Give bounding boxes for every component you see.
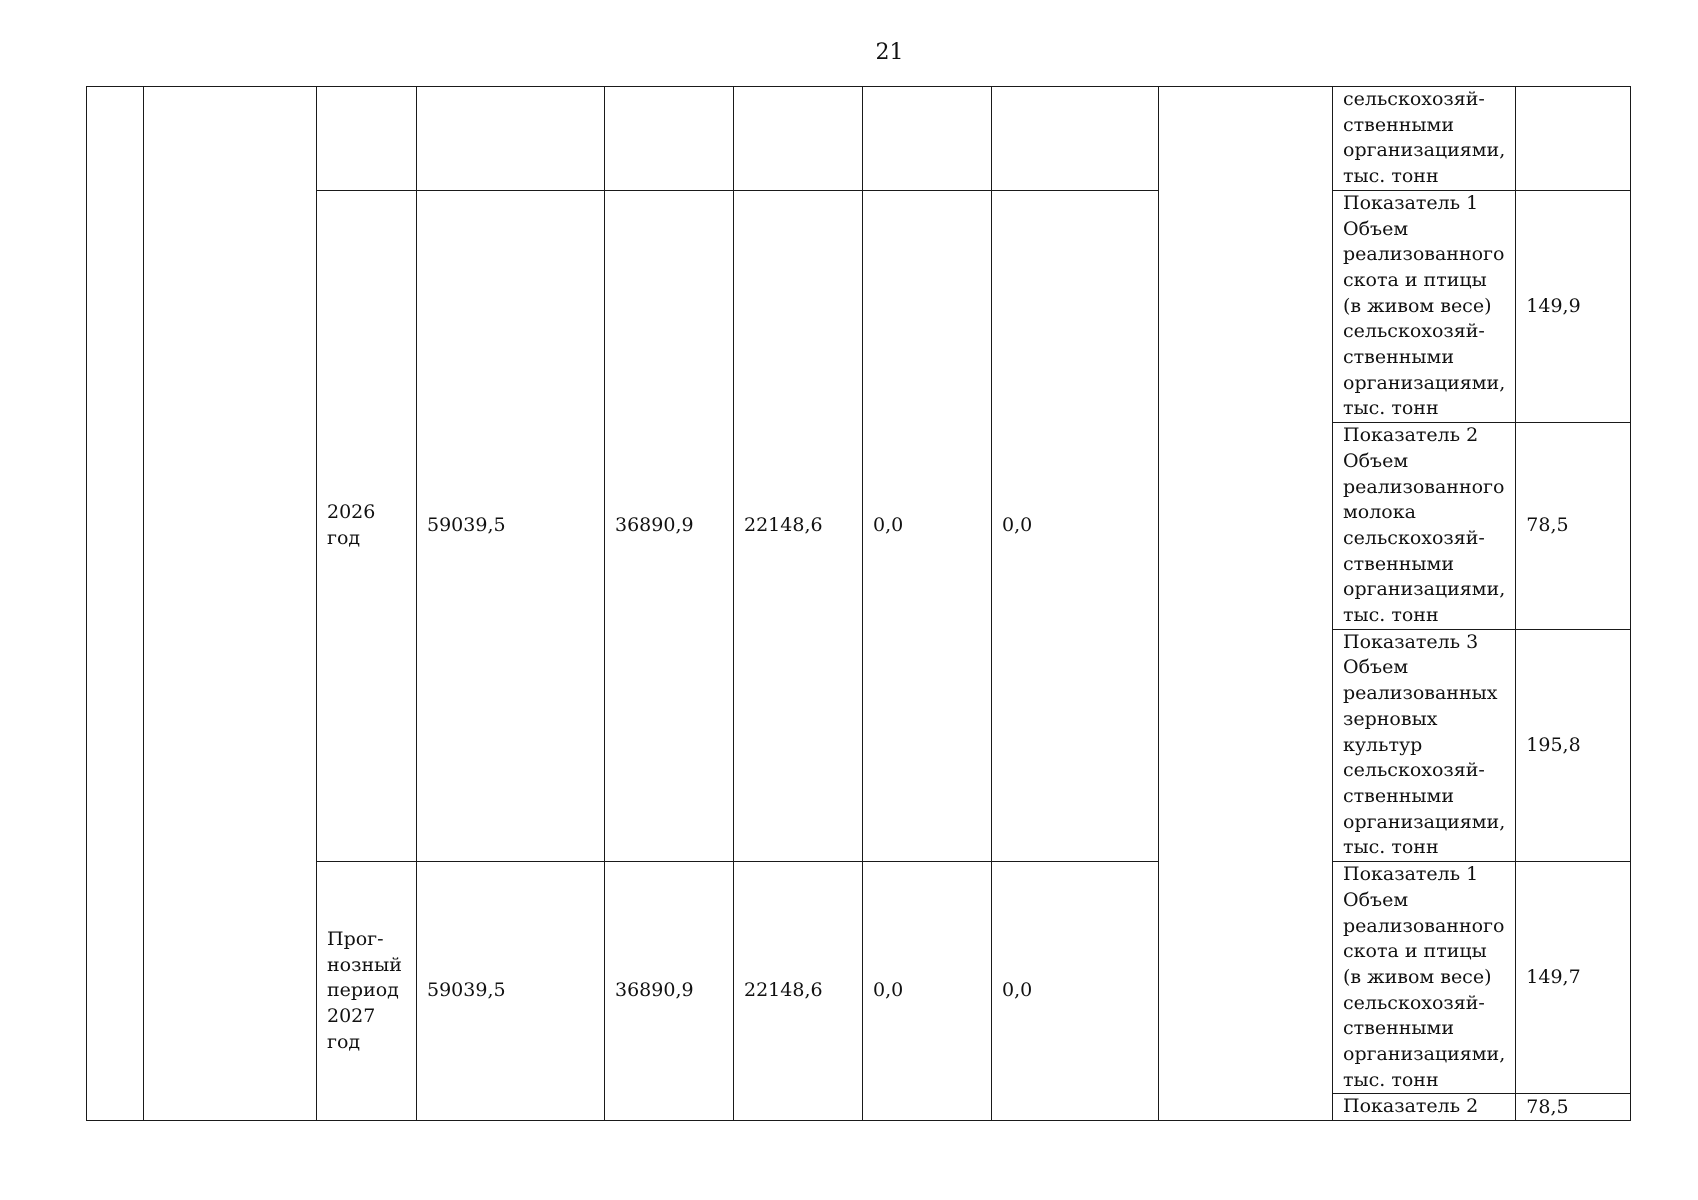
local-budget-cell: 0,0: [863, 190, 992, 861]
budget-table: [86, 86, 1631, 1121]
table-row: [87, 190, 1631, 422]
regional-budget-cell: 22148,6: [734, 862, 863, 1121]
total-cell: 59039,5: [417, 190, 605, 861]
indicator-value-cell: 149,7: [1516, 862, 1631, 1094]
local-budget-cell: [863, 87, 992, 191]
indicator-name-cell: Показатель 2: [1333, 1094, 1516, 1121]
event-name-cell: [144, 87, 317, 1121]
regional-budget-cell: [734, 87, 863, 191]
number-cell: [87, 87, 144, 1121]
federal-budget-cell: 36890,9: [605, 190, 734, 861]
period-cell: [317, 87, 417, 191]
total-cell: 59039,5: [417, 862, 605, 1121]
indicator-name-cell: Показатель 1 Объем реализованного скота и птицы (в живом весе) сельскохозяй- ственными организациями, тыс. тонн: [1333, 862, 1516, 1094]
indicator-name-cell: Показатель 3 Объем реализованных зерновых культур сельскохозяй- ственными организациями, тыс. тонн: [1333, 629, 1516, 861]
federal-budget-cell: 36890,9: [605, 862, 734, 1121]
indicator-name-cell: Показатель 1 Объем реализованного скота и птицы (в живом весе) сельскохозяй- ственными организациями, тыс. тонн: [1333, 190, 1516, 422]
federal-budget-cell: [605, 87, 734, 191]
local-budget-cell: 0,0: [863, 862, 992, 1121]
table-row: [87, 862, 1631, 1094]
other-sources-cell: [992, 87, 1159, 191]
table-row: [87, 87, 1631, 191]
period-cell: 2026 год: [317, 190, 417, 861]
indicator-value-cell: [1516, 87, 1631, 191]
other-sources-cell: 0,0: [992, 190, 1159, 861]
total-cell: [417, 87, 605, 191]
indicator-value-cell: 78,5: [1516, 1094, 1631, 1121]
page-number: 21: [875, 40, 904, 65]
regional-budget-cell: 22148,6: [734, 190, 863, 861]
period-cell: Прог- нозный период 2027 год: [317, 862, 417, 1121]
other-sources-cell: 0,0: [992, 862, 1159, 1121]
indicator-value-cell: 78,5: [1516, 423, 1631, 630]
indicator-name-cell: Показатель 2 Объем реализованного молока сельскохозяй- ственными организациями, тыс. тонн: [1333, 423, 1516, 630]
indicator-value-cell: 195,8: [1516, 629, 1631, 861]
indicator-name-cell: сельскохозяй- ственными организациями, тыс. тонн: [1333, 87, 1516, 191]
responsible-cell: [1159, 87, 1333, 1121]
indicator-value-cell: 149,9: [1516, 190, 1631, 422]
